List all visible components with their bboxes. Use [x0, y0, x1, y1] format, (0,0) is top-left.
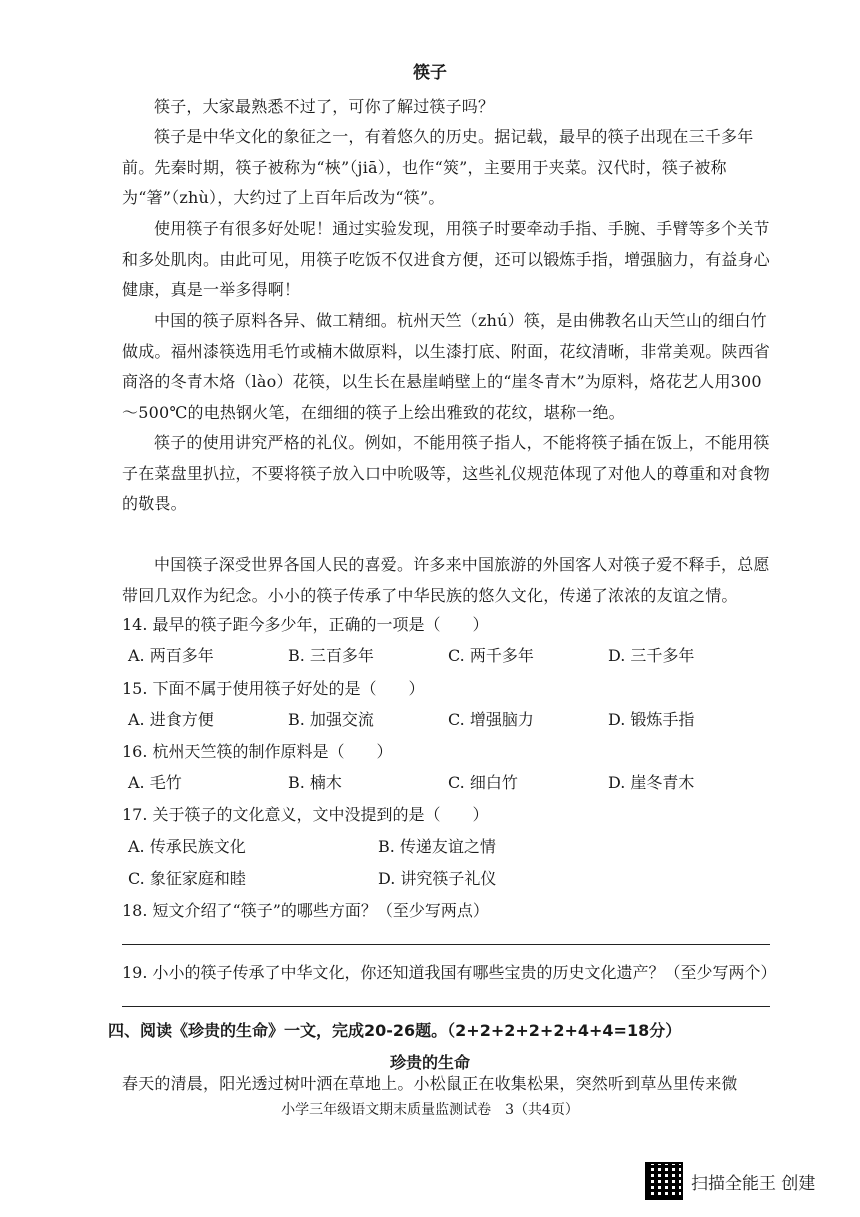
option: B. 三百多年: [288, 646, 374, 665]
section-article-title: 珍贵的生命: [389, 1053, 470, 1072]
option: D. 三千多年: [608, 646, 695, 665]
option: A. 进食方便: [128, 710, 214, 729]
section-first-line: 春天的清晨，阳光透过树叶洒在草地上。小松鼠正在收集松果，突然听到草丛里传来微: [122, 1074, 738, 1093]
paragraph-1: 筷子，大家最熟悉不过了，可你了解过筷子吗？: [154, 97, 495, 116]
paragraph-6: 中国筷子深受世界各国人民的喜爱。许多来中国旅游的外国客人对筷子爱不释手，总愿带回几双作为纪念。小小的筷子传承了中华民族的悠久文化，传递了浓浓的友谊之情。: [122, 555, 770, 605]
option: C. 象征家庭和睦: [128, 869, 246, 888]
option: C. 两千多年: [448, 646, 534, 665]
option: B. 传递友谊之情: [378, 837, 496, 856]
question-14: 14. 最早的筷子距今多少年，正确的一项是（ ）: [122, 615, 489, 634]
option: D. 讲究筷子礼仪: [378, 869, 497, 888]
scanner-watermark: [645, 1162, 815, 1200]
option: C. 增强脑力: [448, 710, 534, 729]
scanner-label: 扫描全能王 创建: [691, 1173, 816, 1194]
option: D. 锻炼手指: [608, 710, 695, 729]
option: B. 楠木: [288, 773, 342, 792]
article-title: 筷子: [413, 63, 447, 83]
paragraph-3: 使用筷子有很多好处呢！通过实验发现，用筷子时要牵动手指、手腕、手臂等多个关节和多处肌肉。由此可见，用筷子吃饭不仅进食方便，还可以锻炼手指，增强脑力，有益身心健康，真是一举多得啊！: [122, 219, 771, 299]
option: A. 毛竹: [128, 773, 182, 792]
paragraph-2: 筷子是中华文化的象征之一，有着悠久的历史。据记载，最早的筷子出现在三千多年前。先秦时期，筷子被称为“梜”（jiā），也作“筴”，主要用于夹菜。汉代时，筷子被称为“箸”（zhù），大约过了上百年后改为“筷”。: [122, 127, 754, 207]
option: B. 加强交流: [288, 710, 374, 729]
page-footer: 小学三年级语文期末质量监测试卷 3（共4页）: [281, 1102, 579, 1118]
option: A. 两百多年: [128, 646, 214, 665]
option: A. 传承民族文化: [128, 837, 246, 856]
paragraph-5: 筷子的使用讲究严格的礼仪。例如，不能用筷子指人，不能将筷子插在饭上，不能用筷子在菜盘里扒拉，不要将筷子放入口中吮吸等，这些礼仪规范体现了对他人的尊重和对食物的敬畏。: [122, 433, 771, 513]
qr-code-icon: [645, 1162, 683, 1200]
paragraph-4: 中国的筷子原料各异、做工精细。杭州天竺（zhú）筷，是由佛教名山天竺山的细白竹做成。福州漆筷选用毛竹或楠木做原料，以生漆打底、附面，花纹清晰，非常美观。陕西省商洛的冬青木烙（lào）花筷，以生长在悬崖峭壁上的“崖冬青木”为原料，烙花艺人用300～500℃的电热钢火笔，在细细的筷子上绘出雅致的花纹，堪称一绝。: [122, 311, 771, 422]
section-heading: 四、阅读《珍贵的生命》一文，完成20-26题。（2+2+2+2+2+4+4=18分）: [108, 1021, 682, 1040]
answer-line[interactable]: [122, 944, 770, 945]
answer-line[interactable]: [122, 1006, 770, 1007]
question-16: 16. 杭州天竺筷的制作原料是（ ）: [122, 742, 393, 761]
question-19: 19. 小小的筷子传承了中华文化，你还知道我国有哪些宝贵的历史文化遗产？（至少写两个）: [122, 963, 777, 982]
option: D. 崖冬青木: [608, 773, 695, 792]
question-18: 18. 短文介绍了“筷子”的哪些方面？（至少写两点）: [122, 901, 489, 920]
question-15: 15. 下面不属于使用筷子好处的是（ ）: [122, 679, 425, 698]
option: C. 细白竹: [448, 773, 518, 792]
question-17: 17. 关于筷子的文化意义，文中没提到的是（ ）: [122, 805, 489, 824]
